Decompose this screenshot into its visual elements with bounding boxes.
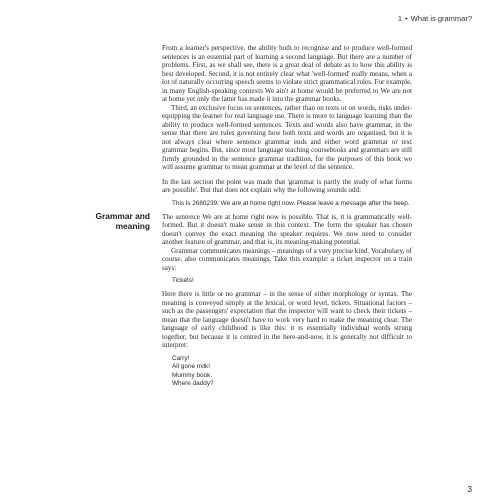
list-item: All gone milk! <box>172 363 211 371</box>
example-tickets: Tickets! <box>172 277 194 284</box>
example-answerphone: This is 2680239. We are at home right now. Please leave a message after the beep. <box>172 199 410 207</box>
page-number: 3 <box>467 485 472 494</box>
section-heading <box>40 211 150 231</box>
paragraph-third: Third, an exclusive focus on sentences, rather than on texts or on words, risks under-equipping the learner for real language use. There is more to language learning than the ability to produce well-formed sentences. Texts and words also have grammar, in the sense that there are rules governing how both texts and words are organised, but it is not always clear where sentence grammar ends and either word grammar or text grammar begins. But, since most language teaching coursebooks and grammars are still firmly grounded in the sentence grammar tradition, for the purposes of this book we will assume grammar to mean grammar at the level of the sentence. <box>162 103 412 171</box>
running-head-separator: • <box>405 14 408 23</box>
chapter-title: What is grammar? <box>410 14 472 23</box>
paragraph-little-grammar: Here there is little or no grammar – in the sense of either morphology or syntax. The meaning is conveyed simply at the lexical, or word level, tickets. Situational factors – such as the passengers' expectation that the inspector will want to check their tickets – mean that the language doesn't have to work very hard to make the meaning clear. The language of early childhood is like this: it is essentially individual words strung together, but because it is centred in the here-and-now, it is generally not difficult to interpret: <box>162 290 412 349</box>
list-item: Mummy book. <box>172 371 213 379</box>
list-item: Where daddy? <box>172 380 214 388</box>
section-heading-line: Grammar and <box>95 211 150 221</box>
paragraph-perspective: From a learner's perspective, the ability both to recognise and to produce well-formed sentences is an essential part of learning a second language. But there are a number of problems. First, as we shall see, there is a great deal of debate as to how this ability is best developed. Second, it is not entirely clear what 'well-formed' really means, when a lot of naturally occurring speech seems to violate strict grammatical rules. For example, in many English-speaking contexts We ain't at home would be preferred to We are not at home yet only the latter has made it into the grammar books. <box>162 44 412 103</box>
running-head <box>398 14 472 23</box>
example-child-language <box>172 355 412 389</box>
body-column <box>162 44 412 394</box>
paragraph-intro: In the last section the point was made that 'grammar is partly the study of what forms are possible'. But that does not explain why the following sounds odd: <box>162 177 412 194</box>
section-heading-line: meaning <box>115 221 150 231</box>
paragraph-sentence-possible: The sentence We are at home right now is possible. That is, it is grammatically well-formed. But it doesn't make sense in this context. The form the speaker has chosen doesn't convey the exact meaning the speaker requires. We now need to consider another feature of grammar, and that is, its meaning-making potential. <box>162 212 412 246</box>
paragraph-grammar-communicates: Grammar communicates meanings – meanings of a very precise kind. Vocabulary, of course, also communicates meanings. Take this example: a ticket inspector on a train says: <box>162 246 412 272</box>
chapter-number: 1 <box>397 14 403 23</box>
list-item: Carry! <box>172 354 190 362</box>
